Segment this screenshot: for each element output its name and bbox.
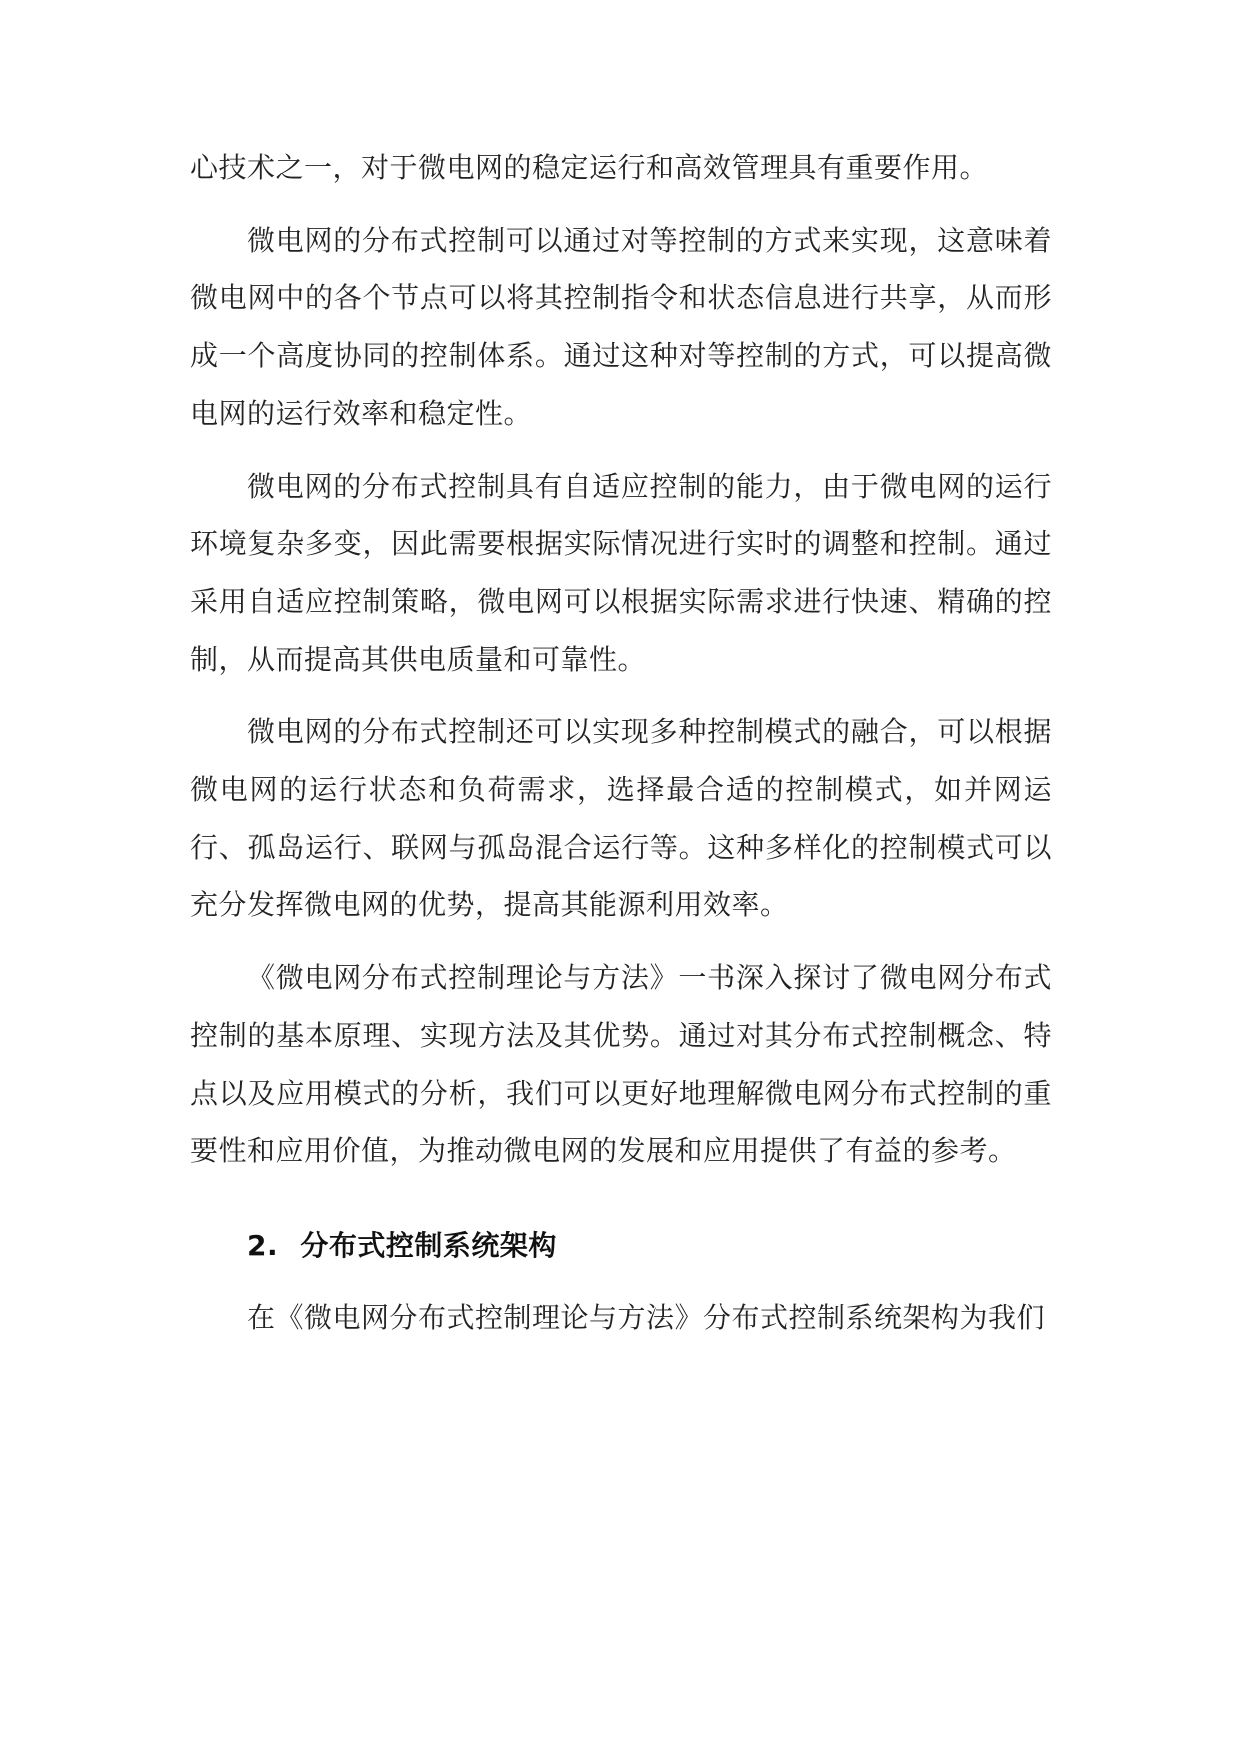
- paragraph-book-summary: 《微电网分布式控制理论与方法》一书深入探讨了微电网分布式控制的基本原理、实现方法及其优势。通过对其分布式控制概念、特点以及应用模式的分析，我们可以更好地理解微电网分布式控制的重要性和应用价值，为推动微电网的发展和应用提供了有益的参考。: [190, 961, 1052, 1168]
- paragraph-peer-control: 微电网的分布式控制可以通过对等控制的方式来实现，这意味着微电网中的各个节点可以将其控制指令和状态信息进行共享，从而形成一个高度协同的控制体系。通过这种对等控制的方式，可以提高微电网的运行效率和稳定性。: [190, 223, 1052, 430]
- section-title: 分布式控制系统架构: [300, 1228, 557, 1262]
- body-text: [190, 139, 1052, 1361]
- section-heading: [247, 1217, 1052, 1275]
- paragraph-continuation: 心技术之一，对于微电网的稳定运行和高效管理具有重要作用。: [190, 151, 989, 184]
- paragraph-architecture-intro: 在《微电网分布式控制理论与方法》分布式控制系统架构为我们: [247, 1300, 1046, 1334]
- paragraph-control-modes: 微电网的分布式控制还可以实现多种控制模式的融合，可以根据微电网的运行状态和负荷需求，选择最合适的控制模式，如并网运行、孤岛运行、联网与孤岛混合运行等。这种多样化的控制模式可以充分发挥微电网的优势，提高其能源利用效率。: [190, 715, 1052, 922]
- paragraph-adaptive-control: 微电网的分布式控制具有自适应控制的能力，由于微电网的运行环境复杂多变，因此需要根据实际情况进行实时的调整和控制。通过采用自适应控制策略，微电网可以根据实际需求进行快速、精确的控制，从而提高其供电质量和可靠性。: [190, 469, 1052, 676]
- section-number: 2.: [247, 1228, 279, 1262]
